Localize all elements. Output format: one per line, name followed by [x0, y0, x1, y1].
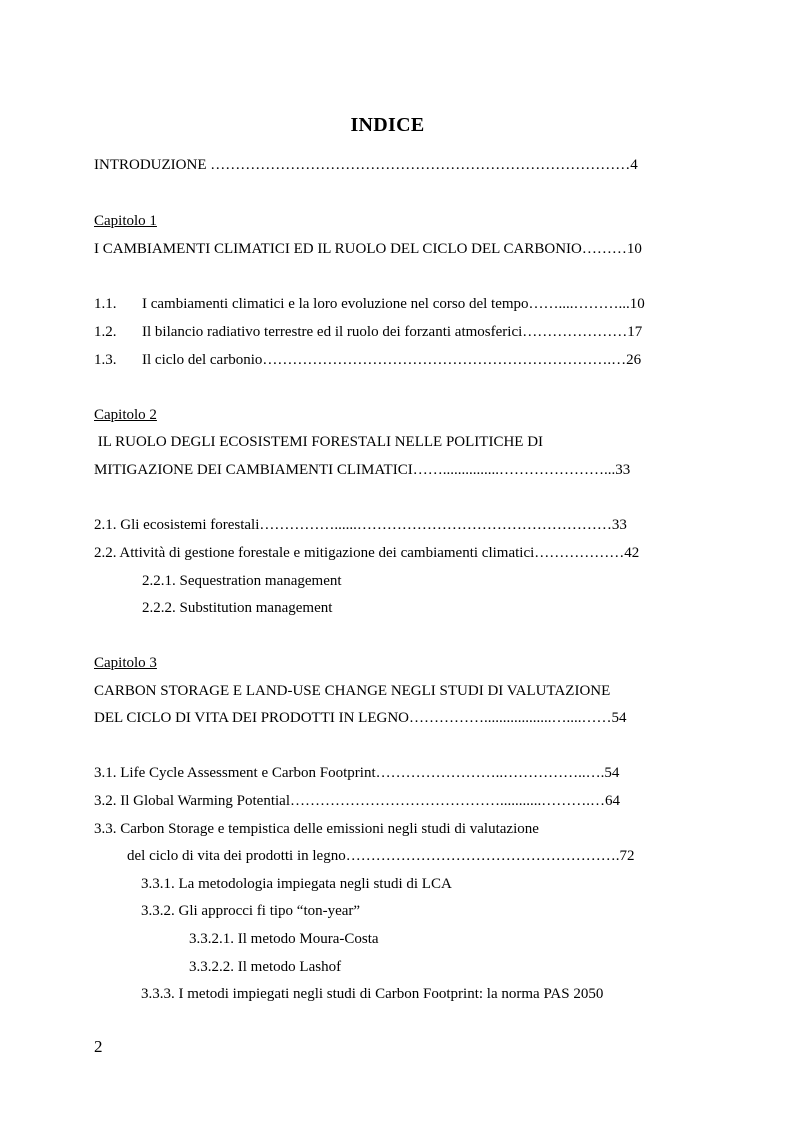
chapter-1-title: I CAMBIAMENTI CLIMATICI ED IL RUOLO DEL CICLO DEL CARBONIO………10 [94, 241, 642, 257]
toc-entry-3-3-2-1: 3.3.2.1. Il metodo Moura-Costa [189, 931, 379, 947]
chapter-3-title-line-2: DEL CICLO DI VITA DEI PRODOTTI IN LEGNO……………..................…....……54 [94, 710, 627, 726]
toc-introduction: INTRODUZIONE …………………………………………………………………………4 [94, 157, 638, 173]
toc-entry-3-3-2: 3.3.2. Gli approcci fi tipo “ton-year” [141, 903, 361, 919]
toc-entry-1-3 [94, 351, 641, 369]
toc-entry-3-3-2-2: 3.3.2.2. Il metodo Lashof [189, 959, 342, 975]
toc-entry-2-2: 2.2. Attività di gestione forestale e mitigazione dei cambiamenti climatici………………42 [94, 545, 640, 561]
toc-entry-text: I cambiamenti climatici e la loro evoluzione nel corso del tempo……....………...10 [142, 296, 645, 312]
toc-entry-3-3-1: 3.3.1. La metodologia impiegata negli studi di LCA [141, 876, 452, 892]
toc-entry-3-3-continued: del ciclo di vita dei prodotti in legno……………………………………………….72 [127, 848, 635, 864]
toc-entry-2-2-2: 2.2.2. Substitution management [142, 600, 333, 616]
chapter-2-heading: Capitolo 2 [94, 407, 157, 423]
toc-entry-2-1: 2.1. Gli ecosistemi forestali……………......……………………………………………33 [94, 517, 627, 533]
toc-entry-text: Il bilancio radiativo terrestre ed il ruolo dei forzanti atmosferici…………………17 [142, 324, 643, 340]
toc-entry-number: 1.3. [94, 352, 117, 368]
toc-entry-1-2 [94, 323, 642, 341]
toc-entry-3-1: 3.1. Life Cycle Assessment e Carbon Footprint……………………..……………..….54 [94, 765, 620, 781]
toc-entry-2-2-1: 2.2.1. Sequestration management [142, 573, 342, 589]
page-number: 2 [94, 1037, 103, 1056]
toc-entry-3-2: 3.2. Il Global Warming Potential……………………………………...........……….…64 [94, 793, 620, 809]
toc-entry-1-1 [94, 295, 645, 313]
chapter-3-heading: Capitolo 3 [94, 655, 157, 671]
toc-entry-number: 1.2. [94, 324, 117, 340]
chapter-3-title-line-1: CARBON STORAGE E LAND-USE CHANGE NEGLI STUDI DI VALUTAZIONE [94, 683, 611, 699]
toc-entry-3-3: 3.3. Carbon Storage e tempistica delle emissioni negli studi di valutazione [94, 821, 539, 837]
chapter-2-title-line-2: MITIGAZIONE DEI CAMBIAMENTI CLIMATICI……...............…………………...33 [94, 462, 631, 478]
toc-entry-number: 1.1. [94, 296, 117, 312]
chapter-1-heading: Capitolo 1 [94, 213, 157, 229]
page-title: INDICE [350, 114, 425, 136]
toc-entry-text: Il ciclo del carbonio…………………………………………………………….…26 [142, 352, 642, 368]
toc-entry-3-3-3: 3.3.3. I metodi impiegati negli studi di Carbon Footprint: la norma PAS 2050 [141, 986, 604, 1002]
chapter-2-title-line-1: IL RUOLO DEGLI ECOSISTEMI FORESTALI NELLE POLITICHE DI [94, 434, 544, 450]
